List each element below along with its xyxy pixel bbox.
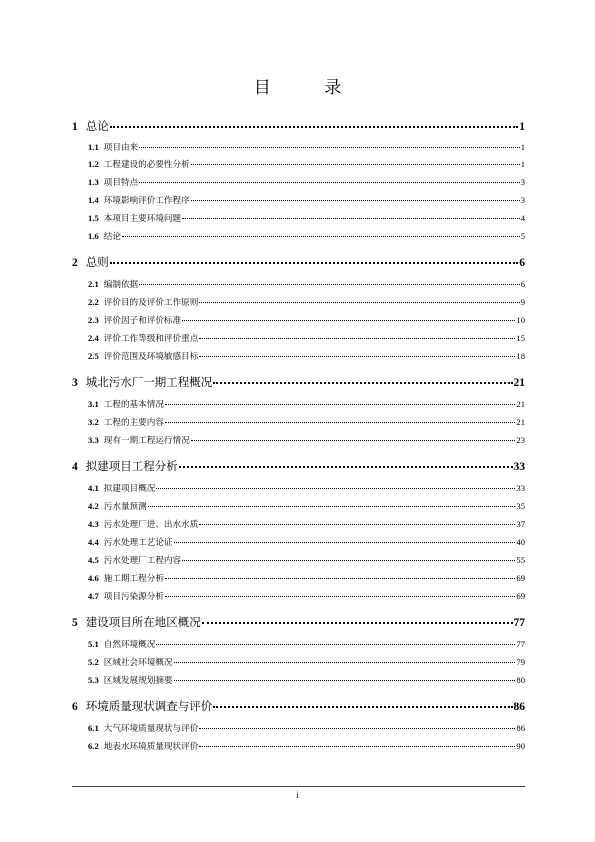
toc-entry-title: 本项目主要环境问题 (103, 214, 182, 224)
toc-dot-leader (199, 745, 515, 747)
toc-entry-number: 2 (72, 257, 78, 269)
toc-dot-leader (139, 283, 520, 285)
toc-entry-title: 项目特点 (103, 178, 139, 188)
toc-entry-page: 77 (513, 617, 525, 629)
toc-section-entry[interactable] (88, 416, 525, 428)
toc-entry-number: 4 (72, 461, 78, 473)
toc-entry-number: 3 (72, 377, 78, 389)
toc-entry-title: 区域发展规划摘要 (103, 676, 173, 686)
toc-dot-leader (174, 541, 516, 543)
toc-entry-page: 69 (516, 573, 525, 583)
toc-entry-title: 评价因子和评价标准 (103, 316, 182, 326)
toc-entry-page: 69 (516, 591, 525, 601)
toc-dot-leader (182, 319, 515, 321)
toc-entry-page: 4 (520, 213, 525, 223)
toc-section-entry[interactable] (88, 518, 525, 530)
toc-entry-number: 6.2 (88, 741, 99, 751)
toc-entry-page: 6 (520, 279, 525, 289)
toc-dot-leader (139, 181, 520, 183)
toc-entry-number: 2.1 (88, 279, 99, 289)
toc-dot-leader (191, 439, 516, 441)
toc-entry-title: 评价目的及评价工作原则 (103, 298, 199, 308)
toc-entry-page: 35 (516, 501, 525, 511)
toc-dot-leader (213, 705, 512, 708)
toc-entry-number: 1.1 (88, 142, 99, 152)
toc-entry-page: 90 (516, 741, 525, 751)
toc-entry-number: 1.2 (88, 159, 99, 169)
toc-dot-leader (179, 465, 513, 468)
toc-entry-number: 5.3 (88, 675, 99, 685)
toc-entry-page: 23 (516, 435, 525, 445)
toc-entry-title: 评价工作等级和评价重点 (103, 334, 199, 344)
toc-entry-page: 21 (513, 377, 525, 389)
toc-chapter-entry[interactable] (72, 614, 525, 630)
toc-entry-title: 自然环境概况 (103, 640, 156, 650)
toc-section-entry[interactable] (88, 230, 525, 242)
toc-entry-page: 3 (520, 195, 525, 205)
toc-entry-number: 3.1 (88, 399, 99, 409)
toc-dot-leader (156, 643, 515, 645)
toc-entry-title: 项目污染源分析 (103, 592, 164, 602)
toc-entry-page: 1 (520, 159, 525, 169)
toc-chapter-entry[interactable] (72, 458, 525, 474)
toc-entry-page: 79 (516, 657, 525, 667)
toc-entry-number: 1.4 (88, 195, 99, 205)
toc-section-entry[interactable] (88, 212, 525, 224)
toc-dot-leader (156, 487, 515, 489)
toc-section-entry[interactable] (88, 194, 525, 206)
toc-entry-number: 5 (72, 617, 78, 629)
toc-entry-page: 33 (513, 461, 525, 473)
toc-chapter-entry[interactable] (72, 698, 525, 714)
toc-entry-title: 污水量预测 (103, 502, 147, 512)
toc-entry-title: 现有一期工程运行情况 (103, 436, 190, 446)
toc-section-entry[interactable] (88, 332, 525, 344)
toc-entry-number: 4.3 (88, 519, 99, 529)
toc-section-entry[interactable] (88, 638, 525, 650)
toc-dot-leader (182, 217, 520, 219)
toc-entry-title: 项目由来 (103, 143, 139, 153)
toc-section-entry[interactable] (88, 314, 525, 326)
toc-entry-page: 37 (516, 519, 525, 529)
toc-entry-title: 污水处理厂工程内容 (103, 556, 182, 566)
toc-entry-title: 工程的主要内容 (103, 418, 164, 428)
toc-section-entry[interactable] (88, 278, 525, 290)
toc-dot-leader (110, 125, 519, 128)
toc-entry-number: 4.1 (88, 483, 99, 493)
toc-dot-leader (213, 381, 512, 384)
toc-entry-number: 5.1 (88, 639, 99, 649)
toc-entry-page: 55 (516, 555, 525, 565)
toc-chapter-entry[interactable] (72, 254, 525, 270)
toc-entry-title: 建设项目所在地区概况 (85, 615, 201, 629)
toc-section-entry[interactable] (88, 500, 525, 512)
toc-dot-leader (165, 595, 515, 597)
toc-entry-page: 18 (516, 351, 525, 361)
toc-entry-number: 6 (72, 701, 78, 713)
toc-entry-number: 2.5 (88, 351, 99, 361)
toc-entry-title: 总论 (85, 119, 109, 133)
toc-entry-title: 结论 (103, 232, 121, 242)
toc-section-entry[interactable] (88, 656, 525, 668)
toc-entry-title: 施工期工程分析 (103, 574, 164, 584)
toc-entry-title: 城北污水厂一期工程概况 (85, 375, 213, 389)
toc-entry-number: 4.7 (88, 591, 99, 601)
toc-entry-title: 拟建项目概况 (103, 484, 156, 494)
toc-entry-title: 地表水环境质量现状评价 (103, 742, 199, 752)
toc-section-entry[interactable] (88, 590, 525, 602)
toc-dot-leader (191, 163, 520, 165)
toc-section-entry[interactable] (88, 536, 525, 548)
toc-entry-title: 环境质量现状调查与评价 (85, 699, 213, 713)
toc-section-entry[interactable] (88, 176, 525, 188)
toc-entry-number: 3.3 (88, 435, 99, 445)
toc-entry-page: 86 (516, 723, 525, 733)
toc-entry-page: 3 (520, 177, 525, 187)
toc-chapter-entry[interactable] (72, 374, 525, 390)
toc-entry-title: 工程建设的必要性分析 (103, 160, 190, 170)
toc-entry-title: 评价范围及环境敏感目标 (103, 352, 199, 362)
toc-entry-title: 工程的基本情况 (103, 400, 164, 410)
toc-entry-page: 15 (516, 333, 525, 343)
toc-dot-leader (110, 261, 519, 264)
toc-chapter-entry[interactable] (72, 118, 525, 134)
toc-entry-page: 1 (519, 121, 525, 133)
toc-section-entry[interactable] (88, 482, 525, 494)
toc-dot-leader (182, 559, 515, 561)
toc-entry-number: 6.1 (88, 723, 99, 733)
toc-dot-leader (199, 301, 519, 303)
toc-entry-number: 4.6 (88, 573, 99, 583)
toc-entry-page: 9 (520, 297, 525, 307)
toc-dot-leader (165, 403, 515, 405)
toc-entry-page: 40 (516, 537, 525, 547)
toc-entry-number: 4.2 (88, 501, 99, 511)
toc-section-entry[interactable] (88, 554, 525, 566)
toc-entry-page: 6 (519, 257, 525, 269)
toc-dot-leader (199, 727, 515, 729)
toc-dot-leader (199, 355, 515, 357)
toc-entry-number: 4.4 (88, 537, 99, 547)
toc-section-entry[interactable] (88, 141, 525, 153)
toc-section-entry[interactable] (88, 350, 525, 362)
toc-dot-leader (165, 577, 515, 579)
toc-entry-page: 21 (516, 399, 525, 409)
toc-entry-page: 86 (513, 701, 525, 713)
toc-dot-leader (174, 661, 516, 663)
toc-section-entry[interactable] (88, 434, 525, 446)
toc-section-entry[interactable] (88, 674, 525, 686)
toc-entry-title: 环境影响评价工作程序 (103, 196, 190, 206)
toc-entry-number: 1.6 (88, 231, 99, 241)
toc-section-entry[interactable] (88, 398, 525, 410)
toc-section-entry[interactable] (88, 722, 525, 734)
toc-dot-leader (202, 621, 513, 624)
toc-entry-title: 污水处理工艺论证 (103, 538, 173, 548)
page-title: 目 录 (253, 78, 366, 98)
footer-divider (72, 786, 525, 787)
toc-entry-number: 1.3 (88, 177, 99, 187)
toc-dot-leader (199, 337, 515, 339)
toc-entry-page: 80 (516, 675, 525, 685)
toc-entry-page: 77 (516, 639, 525, 649)
toc-entry-title: 编制依据 (103, 280, 139, 290)
toc-entry-number: 4.5 (88, 555, 99, 565)
toc-entry-title: 区域社会环境概况 (103, 658, 173, 668)
toc-entry-number: 1.5 (88, 213, 99, 223)
toc-entry-number: 5.2 (88, 657, 99, 667)
toc-dot-leader (199, 523, 515, 525)
toc-entry-number: 3.2 (88, 417, 99, 427)
toc-entry-title: 总则 (85, 255, 109, 269)
toc-entry-page: 1 (520, 142, 525, 152)
toc-entry-title: 拟建项目工程分析 (85, 459, 178, 473)
toc-dot-leader (165, 421, 515, 423)
toc-entry-number: 1 (72, 121, 78, 133)
toc-dot-leader (148, 505, 516, 507)
toc-entry-page: 33 (516, 483, 525, 493)
toc-section-entry[interactable] (88, 296, 525, 308)
toc-entry-number: 2.4 (88, 333, 99, 343)
toc-dot-leader (122, 235, 520, 237)
toc-dot-leader (139, 146, 520, 148)
toc-entry-page: 21 (516, 417, 525, 427)
toc-dot-leader (174, 679, 516, 681)
toc-entry-title: 大气环境质量现状与评价 (103, 724, 199, 734)
page-number: i (296, 790, 299, 800)
toc-dot-leader (191, 199, 520, 201)
toc-entry-number: 2.3 (88, 315, 99, 325)
toc-entry-page: 5 (520, 231, 525, 241)
toc-section-entry[interactable] (88, 158, 525, 170)
toc-entry-number: 2.2 (88, 297, 99, 307)
toc-entry-page: 10 (516, 315, 525, 325)
toc-section-entry[interactable] (88, 572, 525, 584)
toc-section-entry[interactable] (88, 740, 525, 752)
toc-entry-title: 污水处理厂进、出水水质 (103, 520, 199, 530)
